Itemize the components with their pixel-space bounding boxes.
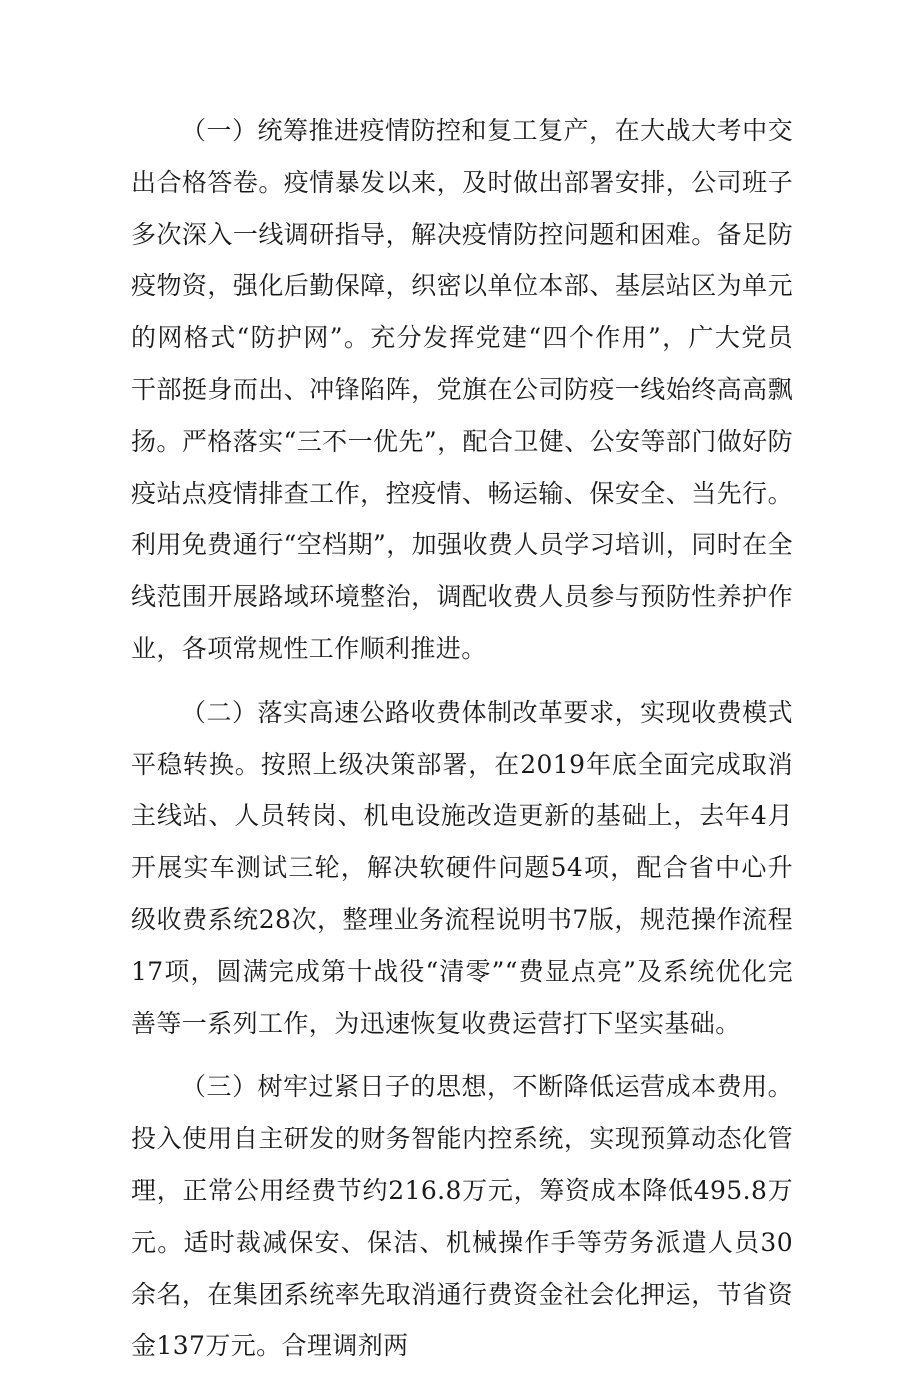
paragraph-3: （三）树牢过紧日子的思想，不断降低运营成本费用。投入使用自主研发的财务智能内控系统，实现预算动态化管理，正常公用经费节约216.8万元，筹资成本降低495.8万元。适时裁减保安、保洁、机械操作手等劳务派遣人员30余名，在集团系统率先取消通行费资金社会化押运，节省资金137万元。合理调剂两 [131,1072,793,1361]
document-body [131,105,793,1384]
paragraph-1: （一）统筹推进疫情防控和复工复产，在大战大考中交出合格答卷。疫情暴发以来，及时做出部署安排，公司班子多次深入一线调研指导，解决疫情防控问题和困难。备足防疫物资，强化后勤保障，织密以单位本部、基层站区为单元的网格式“防护网”。充分发挥党建“四个作用”，广大党员干部挺身而出、冲锋陷阵，党旗在公司防疫一线始终高高飘扬。严格落实“三不一优先”，配合卫健、公安等部门做好防疫站点疫情排查工作，控疫情、畅运输、保安全、当先行。利用免费通行“空档期”，加强收费人员学习培训，同时在全线范围开展路域环境整治，调配收费人员参与预防性养护作业，各项常规性工作顺利推进。 [131,116,793,663]
paragraph-2: （二）落实高速公路收费体制改革要求，实现收费模式平稳转换。按照上级决策部署，在2019年底全面完成取消主线站、人员转岗、机电设施改造更新的基础上，去年4月开展实车测试三轮，解决软硬件问题54项，配合省中心升级收费系统28次，整理业务流程说明书7版，规范操作流程17项，圆满完成第十战役“清零”“费显点亮”及系统优化完善等一系列工作，为迅速恢复收费运营打下坚实基础。 [131,697,793,1038]
